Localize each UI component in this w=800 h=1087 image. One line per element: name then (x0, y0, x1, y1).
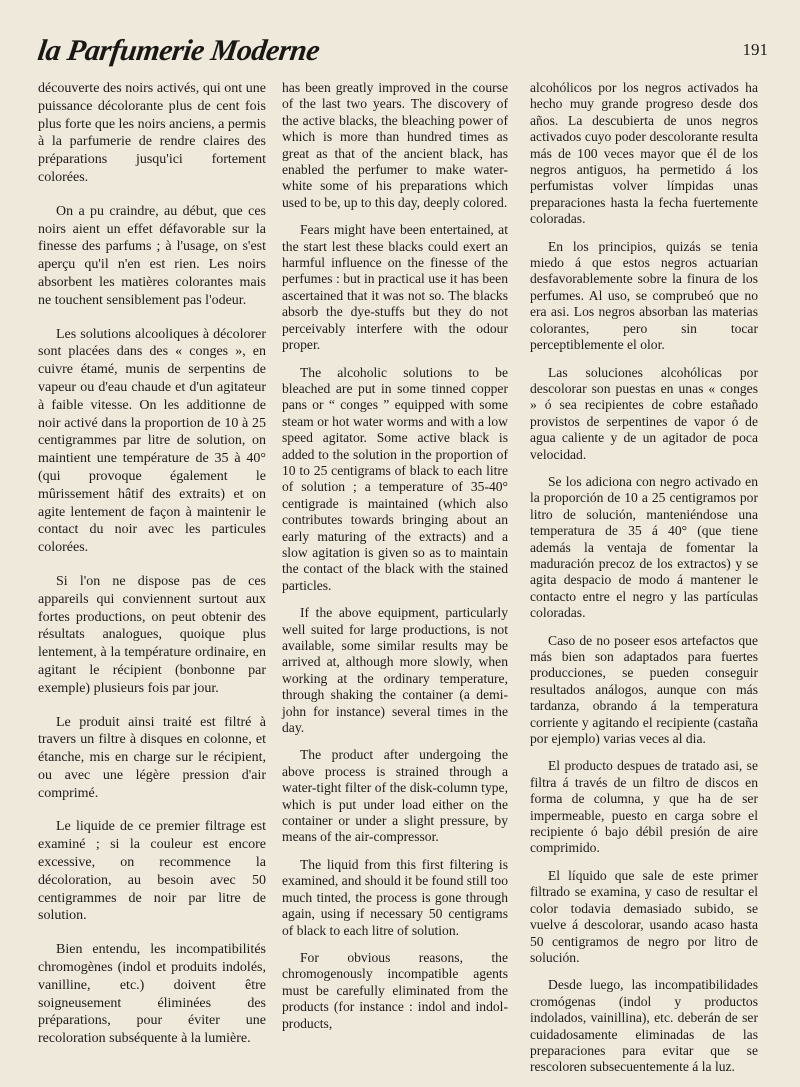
journal-masthead: la Parfumerie Moderne (35, 34, 322, 67)
paragraph: The product after undergoing the above process is strained through a water-tight filter of the disk-column type, which is put under load either on the container or under a slight pressure, by means of the air-compressor. (282, 747, 508, 845)
paragraph: Se los adiciona con negro activado en la proporción de 10 a 25 centigramos por litro de solución, manteniéndose una temperatura de 35 á 40° (que tiene además la ventaja de fomentar la maduración precoz de los extractos) y se agita despacio de modo á mantener le contacto entre el negro y las partículas coloradas. (530, 473, 758, 621)
paragraph: Le produit ainsi traité est filtré à travers un filtre à disques en colonne, et étanche, mis en charge sur le récipient, ou avec une légère pression d'air comprimé. (38, 714, 266, 801)
english-column (282, 80, 508, 1043)
paragraph: Las soluciones alcohólicas por descolorar son puestas en unas « conges » ó sea recipientes de cobre estañado provistos de serpentines de vapor ó de agua caliente y de un agitador de poca velocidad. (530, 364, 758, 462)
page-number: 191 (742, 40, 768, 59)
paragraph: Les solutions alcooliques à décolorer sont placées dans des « conges », en cuivre étamé, munis de serpentins de vapeur ou d'eau chaude et d'un agitateur à faible vitesse. On les additionne de noir activé dans la proportion de 10 à 25 centigrammes par litre de solution, on maintient une température de 35 à 40° (qui provoque également le mûrissement hâtif des extraits) et on agite lentement de façon à maintenir le contact du noir avec les particules colorées. (38, 326, 266, 556)
paragraph: El líquido que sale de este primer filtrado se examina, y caso de resultar el color todavia demasiado subido, se vuelve á descolorar, usando acaso hasta 50 centigramos de negro por litro de solución. (530, 867, 758, 965)
paragraph: Fears might have been entertained, at the start lest these blacks could exert an harmful influence on the finesse of the perfumes : but in practical use it has been ascertained that it was not so. The blacks absorb the dye-stuffs but they do not perceivably interfere with the odour proper. (282, 222, 508, 353)
paragraph: El producto despues de tratado asi, se filtra á través de un filtro de discos en forma de columna, y que ha de ser impermeable, puesto en carga sobre el recipiente ó bajo débil presión de aire comprimido. (530, 758, 758, 856)
paragraph: Caso de no poseer esos artefactos que más bien son adaptados para fuertes producciones, se pueden conseguir resultados análogos, aunque con más tardanza, obrando á la temperatura corriente y agitando el recipiente (castaña por ejemplo) varias veces al dia. (530, 632, 758, 747)
paragraph: Si l'on ne dispose pas de ces appareils qui conviennent surtout aux fortes productions, on peut obtenir des résultats analogues, quoique plus lentement, à la température ordinaire, en agitant le récipient (bonbonne par exemple) plusieurs fois par jour. (38, 573, 266, 696)
paragraph: For obvious reasons, the chromogenously incompatible agents must be carefully eliminated from the products (for instance : indol and indol-products, (282, 949, 508, 1031)
paragraph: En los principios, quizás se tenia miedo á que estos negros actuarian desfavorablemente sobre la finura de los perfumes. Al uso, se comprubeó que no era asi. Los negros absorban las materias colorantes, pero sin tocar perceptiblemente el olor. (530, 238, 758, 353)
paragraph: The alcoholic solutions to be bleached are put in some tinned copper pans or “ conges ” equipped with some steam or hot water worms and with a low speed agitator. Some active black is added to the solution in the proportion of 10 to 25 centigrams of black to each litre of solution ; a temperature of 35-40° centigrade is maintained (which also contributes towards bringing about an early maturing of the extracts) and a slow agitation is given so as to maintain the contact of the black with the stained particles. (282, 364, 508, 593)
paragraph: Bien entendu, les incompatibilités chromogènes (indol et produits indolés, vanilline, etc.) doivent être soigneusement éliminées des préparations, pour éviter une recoloration subséquente à la lumière. (38, 942, 266, 1047)
paragraph: alcohólicos por los negros activados ha hecho muy grande progreso desde dos años. La descubierta de unos negros activados cuyo poder descolorante resulta más de 100 veces mayor que él de los negros antiguos, ha permetido á los perfumistas volver límpidas unas preparaciones hasta la fecha fuertemente coloradas. (530, 80, 758, 227)
paragraph: If the above equipment, particularly well suited for large productions, is not available, some similar results may be arrived at, although more slowly, when working at the ordinary temperature, through shaking the container (a demi-john for instance) several times in the day. (282, 605, 508, 736)
paragraph: has been greatly improved in the course of the last two years. The discovery of the active blacks, the bleaching power of which is more than hundred times as great as that of the ancient black, has enabled the perfumer to make water-white some of his preparations which used to be, up to this day, deeply colored. (282, 80, 508, 210)
paragraph: Le liquide de ce premier filtrage est examiné ; si la couleur est encore excessive, on recommence la décoloration, au besoin avec 50 centigrammes de noir par litre de solution. (38, 819, 266, 924)
french-column (38, 80, 266, 1064)
spanish-column (530, 80, 758, 1087)
paragraph: The liquid from this first filtering is examined, and should it be found still too much tinted, the process is gone through again, using if necessary 50 centigrams of black to each litre of solution. (282, 856, 508, 938)
paragraph: On a pu craindre, au début, que ces noirs aient un effet défavorable sur la finesse des parfums ; à l'usage, on s'est aperçu qu'il n'en est rien. Les noirs absorbent les matières colorantes mais ne touchent sensiblement pas l'odeur. (38, 203, 266, 308)
paragraph: Desde luego, las incompatibilidades cromógenas (indol y productos indolados, vainillina), etc. deberán de ser cuidadosamente eliminadas de las preparaciones para evitar que se rescoloren subsecuentemente á la luz. (530, 977, 758, 1075)
paragraph: découverte des noirs activés, qui ont une puissance décolorante plus de cent fois plus forte que les noirs anciens, a permis à la parfumerie de rendre claires des préparations jusqu'ici fortement colorées. (38, 81, 266, 185)
